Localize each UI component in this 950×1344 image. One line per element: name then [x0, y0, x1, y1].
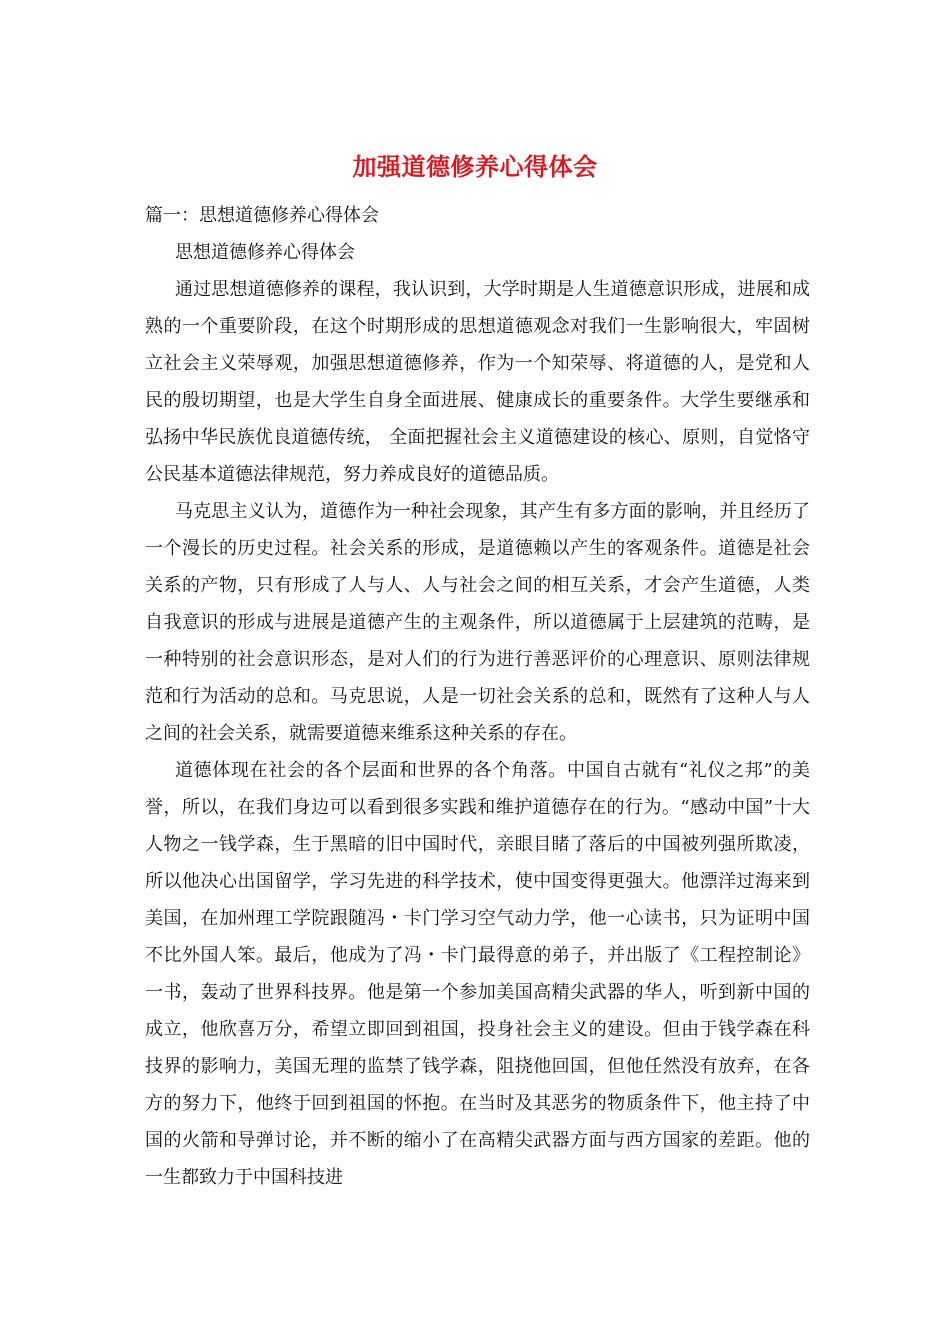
- paragraph-1: 通过思想道德修养的课程，我认识到，大学时期是人生道德意识形成，进展和成熟的一个重要阶段，在这个时期形成的思想道德观念对我们一生影响很大，牢固树立社会主义荣辱观，加强思想道德修养，作为一个知荣辱、将道德的人，是党和人民的殷切期望，也是大学生自身全面进展、健康成长的重要条件。大学生要继承和弘扬中华民族优良道德传统， 全面把握社会主义道德建设的核心、原则，自觉恪守公民基本道德法律规范，努力养成良好的道德品质。: [145, 279, 810, 485]
- paragraph-2: 马克思主义认为，道德作为一种社会现象，其产生有多方面的影响，并且经历了一个漫长的历史过程。社会关系的形成，是道德赖以产生的客观条件。道德是社会关系的产物，只有形成了人与人、人与社会之间的相互关系，才会产生道德，人类自我意识的形成与进展是道德产生的主观条件，所以道德属于上层建筑的范畴，是一种特别的社会意识形态，是对人们的行为进行善恶评价的心理意识、原则法律规范和行为活动的总和。马克思说，人是一切社会关系的总和，既然有了这种人与人之间的社会关系，就需要道德来维系这种关系的存在。: [145, 501, 810, 744]
- paragraph-3: 道德体现在社会的各个层面和世界的各个角落。中国自古就有“礼仪之邦”的美誉，所以，在我们身边可以看到很多实践和维护道德存在的行为。“感动中国”十大人物之一钱学森，生于黑暗的旧中国时代，亲眼目睹了落后的中国被列强所欺凌，所以他决心出国留学，学习先进的科学技术，使中国变得更强大。他漂洋过海来到美国，在加州理工学院跟随冯・卡门学习空气动力学，他一心读书，只为证明中国不比外国人笨。最后，他成为了冯・卡门最得意的弟子，并出版了《工程控制论》一书，轰动了世界科技界。他是第一个参加美国高精尖武器的华人，听到新中国的成立，他欣喜万分，希望立即回到祖国，投身社会主义的建设。但由于钱学森在科技界的影响力，美国无理的监禁了钱学森，阻挠他回国，但他任然没有放弃，在各方的努力下，他终于回到祖国的怀抱。在当时及其恶劣的物质条件下，他主持了中国的火箭和导弹讨论，并不断的缩小了在高精尖武器方面与西方国家的差距。他的一生都致力于中国科技进: [145, 760, 810, 1188]
- document-title: 加强道德修养心得体会: [352, 152, 598, 181]
- section-heading: 篇一：思想道德修养心得体会: [145, 205, 379, 226]
- document-body: [145, 197, 810, 1196]
- sub-heading: 思想道德修养心得体会: [175, 242, 355, 263]
